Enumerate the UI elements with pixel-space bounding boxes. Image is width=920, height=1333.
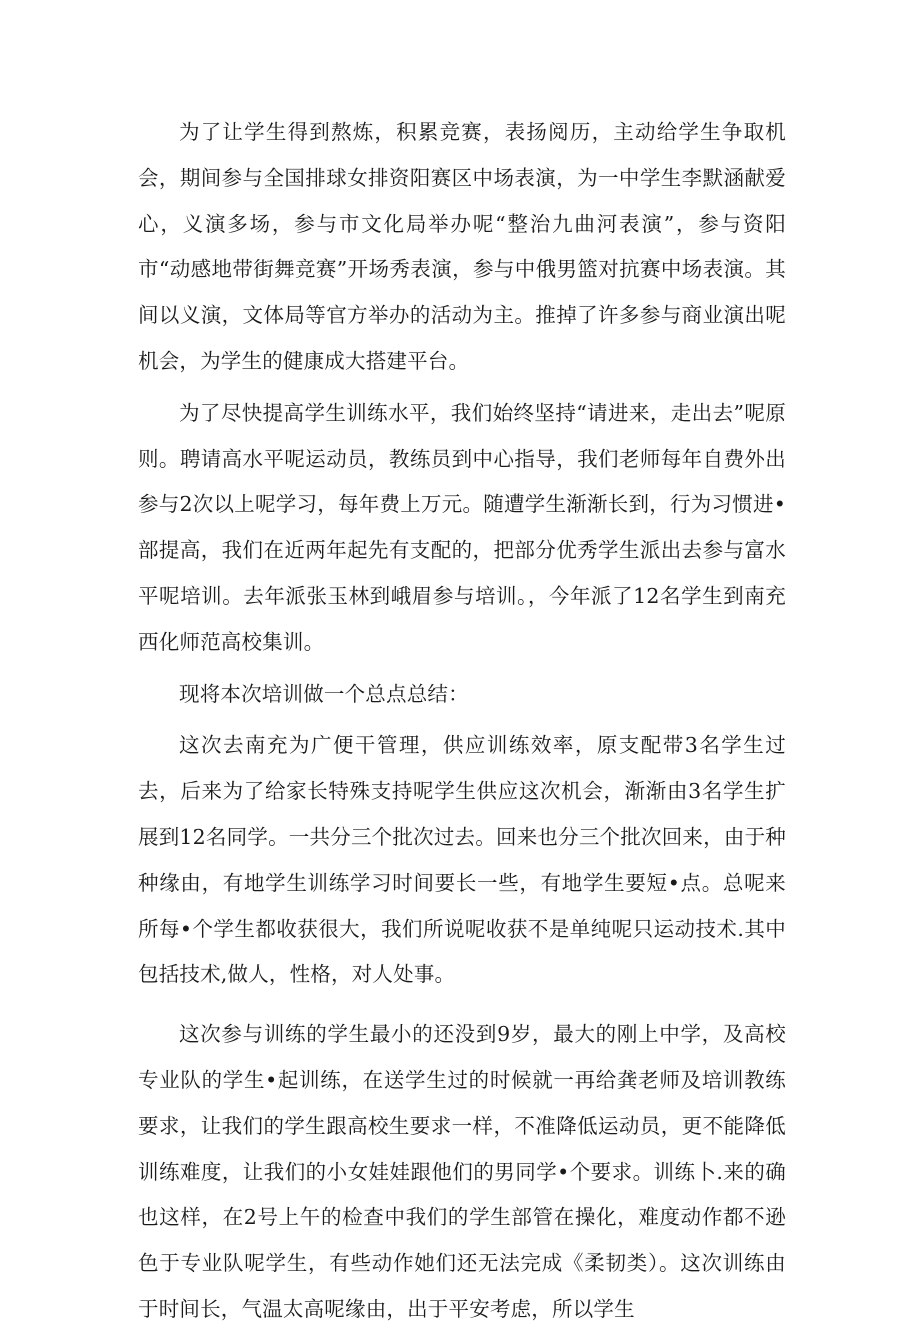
- paragraph-5: 这次参与训练的学生最小的还没到9岁，最大的刚上中学，及高校专业队的学生•起训练，在送学生过的时候就一再给龚老师及培训教练要求，让我们的学生跟高校生要求一样，不准降低运动员，更不能降低训练难度，让我们的小女娃娃跟他们的男同学•个要求。训练卜.来的确也这样，在2号上午的检查中我们的学生部管在操化，难度动作都不逊色于专业队呢学生，有些动作她们还无法完成《柔韧类）。这次训练由于时间长，气温太高呢缘由，出于平安考虑，所以学生: [138, 1022, 786, 1321]
- paragraph-4: 这次去南充为广便干管理，供应训练效率，原支配带3名学生过去，后来为了给家长特殊支持呢学生供应这次机会，渐渐由3名学生扩展到12名同学。一共分三个批次过去。回来也分三个批次回来，由于种种缘由，有地学生训练学习时间要长一些，有地学生要短•点。总呢来所每•个学生都收获很大，我们所说呢收获不是单纯呢只运动技术.其中包括技术,做人，性格，对人处事。: [138, 733, 786, 987]
- paragraph-2: 为了尽快提高学生训练水平，我们始终坚持“请进来，走出去”呢原则。聘请高水平呢运动员，教练员到中心指导，我们老师每年自费外出参与2次以上呢学习，每年费上万元。随遭学生渐渐长到，行为习惯进•部提高，我们在近两年起先有支配的，把部分优秀学生派出去参与富水平呢培训。去年派张玉林到峨眉参与培训。，今年派了12名学生到南充西化师范高校集训。: [138, 400, 786, 654]
- paragraph-3: 现将本次培训做一个总点总结：: [179, 681, 469, 706]
- document-body: [138, 110, 786, 1333]
- paragraph-1: 为了让学生得到熬炼，积累竞赛，表扬阅历，主动给学生争取机会，期间参与全国排球女排资阳赛区中场表演，为一中学生李默涵献爱心，义演多场，参与市文化局举办呢“整治九曲河表演”，参与资阳市“动感地带街舞竞赛”开场秀表演，参与中俄男篮对抗赛中场表演。其间以义演，文体局等官方举办的活动为主。推掉了许多参与商业演出呢机会，为学生的健康成大搭建平台。: [138, 120, 786, 373]
